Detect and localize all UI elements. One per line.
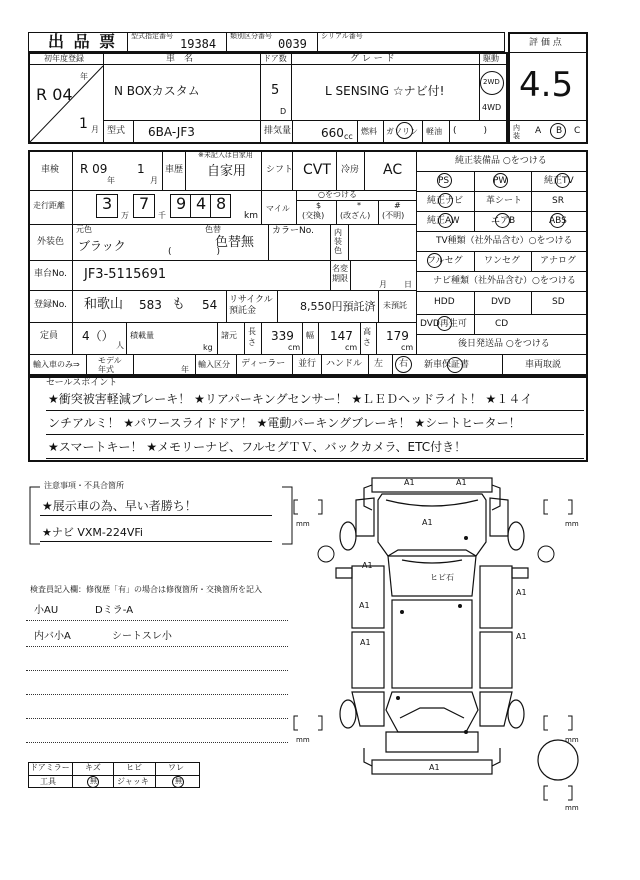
send-manual: 車両取説 [525,360,562,370]
exchange-label: (交換) [302,211,325,220]
serial-label: シリアル番号 [321,32,363,40]
exchange-mark: $ [316,201,322,210]
drive-2wd: 2WD [483,78,500,86]
height-value: 179 [386,329,409,343]
unknown-label: (不明) [382,211,405,220]
door-type: D [280,107,287,116]
equip-leather: 革シート [486,196,523,206]
mileage-digit-1: 3 [102,194,113,213]
name-change-day: 日 [404,280,412,289]
reg-kana: も [172,297,186,312]
width-label: 幅 [306,331,314,340]
model-designation: 19384 [180,37,217,51]
unknown-mark: # [394,201,401,210]
model-designation-label: 型式指定番号 [131,32,173,40]
length-unit: cm [288,343,301,352]
model-year-label: モデル年式 [98,356,122,374]
circle-mark [395,356,412,373]
tamper-label: (改ざん) [340,211,371,220]
tv-type-label: TV種類（社外品含む）○をつける [436,236,573,246]
mm-front-right: mm [565,520,579,528]
capacity-label: 定員 [40,331,59,341]
mileage-km: km [244,211,258,221]
score-label: 評 価 点 [529,38,562,48]
inspector-line-2b: シートスレ小 [112,631,172,642]
interior-c: C [574,126,581,136]
navi-dvd: DVD [491,297,511,307]
ac-value: AC [383,162,403,178]
original-color: ブラック [78,239,126,253]
capacity-unit: 人 [116,341,124,350]
category-number: 0039 [278,37,307,51]
car-name-label: 車 名 [166,54,194,64]
interior-b: B [556,126,563,136]
circle-mark [480,71,504,95]
drive-4wd: 4WD [482,103,502,112]
length-value: 339 [271,329,294,343]
inspector-label: 検査員記入欄：修復歴「有」の場合は修復箇所・交換箇所を記入 [30,585,262,594]
doors-label: ドア数 [263,54,287,63]
damage-front-fender: A1 [362,561,373,570]
score-value: 4.5 [519,65,574,105]
notes-line-2: ★ナビ VXM-224VFi [42,526,143,539]
inspector-line-1a: 小AU [34,605,59,616]
first-reg-label: 初年度登録 [44,54,84,63]
history-note: ※未記入は自家用 [198,151,253,159]
import-label: 輸入車のみ⇒ [33,360,80,369]
model-label: 型式 [107,126,126,136]
reg-number-1: 583 [139,298,162,312]
recycle-unpaid: 未預託 [383,301,407,310]
sales-line-3: ★スマートキー！ ★メモリーナビ、フルセグＴＶ、バックカメラ、ETC付き！ [48,440,467,454]
circle-note: ○をつける [318,190,357,199]
name-change-month: 月 [379,280,387,289]
displacement-unit: cc [344,132,353,141]
equip-aw: 純正AW [427,216,460,226]
inspection-month-unit: 月 [150,176,158,185]
legend-jack: ジャッキ [117,777,149,786]
reg-area: 和歌山 [84,297,124,312]
dimensions-label: 諸元 [221,331,237,340]
mile-label: マイル [266,204,290,213]
equip-tv: 純正TV [544,176,574,186]
mileage-digit-3: 9 [176,194,187,213]
equip-pw: PW [493,176,508,186]
first-reg-month: 1 [79,116,88,132]
mm-rear-left: mm [296,736,310,744]
fuel-diesel: 軽油 [426,127,442,136]
circle-mark [555,173,570,188]
load-label: 積載量 [130,331,154,340]
category-label: 類別区分番号 [230,32,272,40]
tamper-mark: * [357,201,361,210]
width-unit: cm [345,343,358,352]
damage-rear-bumper: A1 [429,763,440,772]
reg-label: 登録No. [34,300,67,310]
circle-mark [172,776,184,788]
equip-sr: SR [552,196,564,206]
import-parallel: 並行 [298,359,317,369]
first-reg-year-unit: 年 [80,72,88,81]
damage-right-rear: A1 [516,632,527,641]
paint-label: 色替 [205,225,221,234]
fuel-other: ( ) [453,126,488,136]
shift-value: CVT [303,162,331,178]
damage-front-bumper-right: A1 [456,478,467,487]
damage-hood: A1 [422,518,433,527]
sales-line-2: ンチアルミ！ ★パワースライドドア！ ★電動パーキングブレーキ！ ★シートヒーター！ [48,416,521,430]
length-label: 長さ [248,327,256,347]
height-unit: cm [401,343,414,352]
tv-analog: アナログ [540,256,577,266]
history-label: 車歴 [165,165,184,175]
equip-navi: 純正ナビ [427,196,464,206]
model-year-unit: 年 [181,365,189,374]
circle-mark [438,213,453,228]
send-warranty: 新車保証書 [424,360,470,370]
genuine-label: 純正装備品 ○をつける [455,156,547,166]
displacement: 660 [321,126,344,140]
navi-dvd-play: DVD再生可 [420,319,467,329]
mm-rear-right: mm [565,736,579,744]
equip-ps: PS [438,176,450,186]
doors: 5 [271,83,280,98]
color-no-label: カラーNo. [272,226,314,236]
import-type-label: 輸入区分 [198,360,230,369]
navi-sd: SD [552,297,565,307]
mileage-digit-4: 4 [196,194,207,213]
circle-mark [396,122,413,139]
mileage-sen: 千 [158,211,166,220]
damage-windshield: ヒビ石 [430,573,454,582]
handle-right: 右 [399,359,409,369]
width-value: 147 [330,329,353,343]
circle-mark [493,173,508,188]
navi-hdd: HDD [434,297,455,307]
ac-label: 冷房 [341,165,360,175]
legend-jack-value: 無 [175,777,182,785]
navi-cd: CD [495,319,509,329]
mm-bottom: mm [565,804,579,812]
handle-left: 左 [374,359,384,369]
circle-mark [427,253,442,268]
circle-mark [550,213,565,228]
mileage-digit-2: 7 [139,194,150,213]
page-title: 出 品 票 [48,32,118,51]
interior-a: A [535,126,542,136]
color-label: 外装色 [37,237,65,247]
inspection-year: R 09 [80,162,108,176]
inspection-month: 1 [137,162,145,176]
legend-scratch: キズ [85,763,101,772]
notes-label: 注意事項・不具合箇所 [44,481,124,490]
chassis-label: 車台No. [34,269,67,279]
equip-abs: ABS [549,216,567,226]
damage-left-rear: A1 [360,638,371,647]
mileage-man: 万 [121,211,129,220]
name-change-label: 名変期限 [332,264,348,283]
recycle-label: リサイクル預託金 [229,295,273,316]
legend-tool-value: 無 [90,777,97,785]
circle-mark [447,357,463,373]
grade: L SENSING ☆ナビ付! [325,84,445,98]
car-damage-diagram [290,470,590,810]
tv-oneseg: ワンセグ [484,256,521,266]
inspector-line-2a: 内バ小A [34,631,71,642]
equip-airbag: エアB [491,216,516,226]
legend-crack: ヒビ [126,763,142,772]
recycle-value: 8,550円預託済 [300,300,376,313]
displacement-label: 排気量 [264,126,292,136]
shift-label: シフト [266,165,294,175]
first-reg-era: R 04 [36,85,73,104]
mileage-digit-5: 8 [216,194,227,213]
import-dealer: ディーラー [241,359,286,369]
send-later-label: 後日発送品 ○をつける [458,339,550,349]
interior-color-label: 内装色 [334,228,342,255]
car-name: N BOXカスタム [114,84,200,98]
sales-label: セールスポイント [46,378,118,388]
sales-line-1: ★衝突被害軽減ブレーキ！ ★リアパーキングセンサー！ ★ＬＥＤヘッドライト！ ★１４イ [48,392,533,406]
interior-label: 内装 [513,124,520,140]
handle-label: ハンドル [326,359,363,369]
circle-mark [495,213,510,228]
circle-mark [550,123,566,139]
damage-left-door: A1 [359,601,370,610]
reg-number-2: 54 [202,298,218,312]
height-label: 高さ [363,327,371,347]
navi-type-label: ナビ種類（社外品含む）○をつける [433,276,576,286]
legend-door-mirror: ドアミラー [30,763,70,772]
damage-front-bumper-left: A1 [404,478,415,487]
original-color-label: 元色 [76,225,92,234]
drive-label: 駆動 [483,54,499,63]
mileage-label: 走行距離 [33,201,65,210]
damage-right-door: A1 [516,588,527,597]
legend-break: ワレ [168,763,184,772]
fuel-gasoline: ガソリン [386,127,418,136]
circle-mark [87,776,99,788]
fuel-label: 燃料 [361,127,377,136]
load-unit: kg [203,343,213,352]
circle-mark [437,316,452,331]
model-code: 6BA-JF3 [148,125,195,139]
mm-front-left: mm [296,520,310,528]
paint-paren: ( ) [168,247,221,257]
circle-mark [438,193,453,208]
paint-value: 色替無 [215,235,255,250]
first-reg-month-unit: 月 [91,125,99,134]
inspector-line-1b: Dミラ-A [95,605,134,616]
grade-label: グ レ ー ド [350,54,395,64]
legend-tool: 工具 [40,777,56,786]
inspection-label: 車検 [41,165,60,175]
notes-line-1: ★展示車の為、早い者勝ち！ [42,499,197,513]
history-value: 自家用 [207,164,247,179]
inspection-year-unit: 年 [107,176,115,185]
circle-mark [437,173,452,188]
tv-fullseg: フルセグ [427,256,463,266]
capacity-value: 4（） [82,329,114,343]
chassis-number: JF3-5115691 [84,267,167,282]
